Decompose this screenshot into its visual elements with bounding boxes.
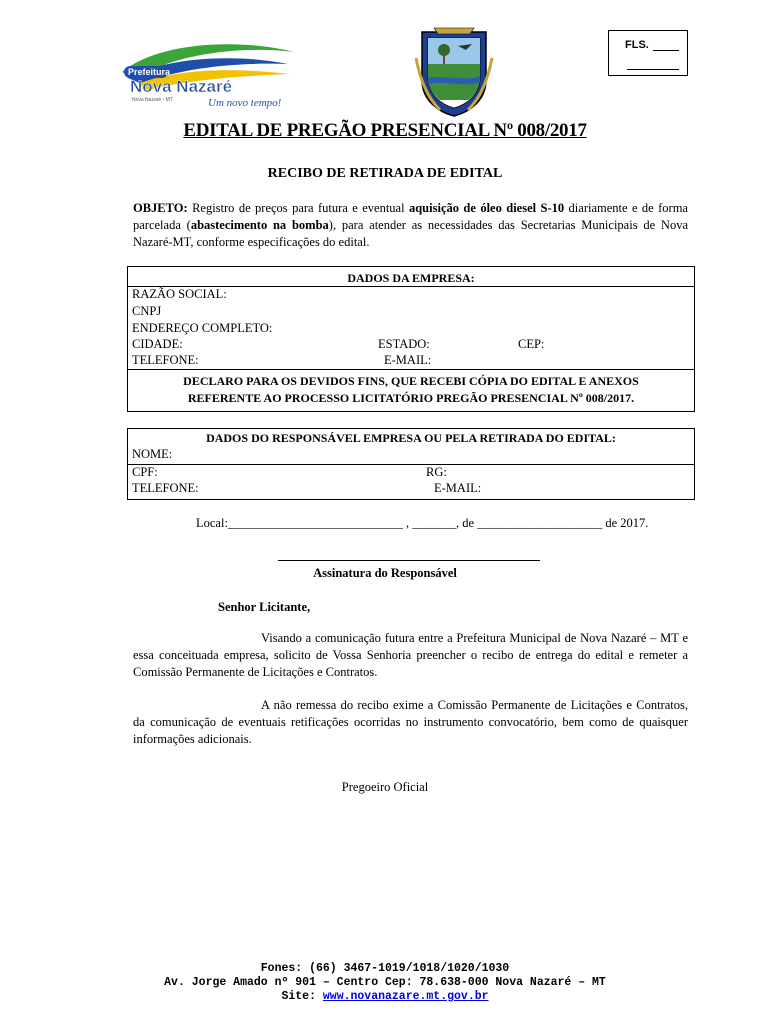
logo-large-text: Nova Nazaré [130, 77, 233, 96]
divider [128, 464, 694, 465]
objeto-text: diariamente e de forma parcelada ( [133, 201, 688, 232]
cnpj-field[interactable]: CNPJ [132, 304, 162, 318]
empresa-header: DADOS DA EMPRESA: [347, 271, 475, 285]
signature-caption: Assinatura do Responsável [313, 566, 457, 580]
paragraph-2: A não remessa do recibo exime a Comissão Permanente de Licitações e Contratos, da comunicação de eventuais retificações ocorridas no instrumento convocatório, bem como de quaisquer informações adicionais. [133, 698, 688, 746]
razao-social-field[interactable]: RAZÃO SOCIAL: [132, 287, 227, 301]
logo-slogan: Um novo tempo! [208, 97, 282, 109]
objeto-text: Registro de preços para futura e eventual [187, 201, 409, 215]
site-label: Site: [281, 990, 323, 1003]
signer-title: Pregoeiro Oficial [341, 780, 429, 794]
objeto-bold: abastecimento na bomba [190, 218, 329, 232]
estado-field[interactable]: ESTADO: [378, 337, 430, 351]
logo-small-text: Prefeitura [128, 67, 171, 77]
document-title: EDITAL DE PREGÃO PRESENCIAL Nº 008/2017 [183, 120, 587, 141]
fls-line [653, 50, 679, 51]
objeto-paragraph [133, 200, 688, 251]
footer [0, 962, 770, 1004]
footer-site [0, 990, 770, 1004]
signature-line [278, 560, 540, 561]
local-date-line[interactable]: Local:____________________________ , _______, de ____________________ de 2017. [196, 516, 649, 530]
document-subtitle: RECIBO DE RETIRADA DE EDITAL [267, 166, 503, 181]
salutation: Senhor Licitante, [218, 600, 311, 614]
objeto-text: ), para atender as necessidades das Secretarias Municipais de Nova Nazaré-MT, conforme especificações do edital. [133, 218, 688, 249]
responsavel-table [127, 428, 695, 500]
email-field[interactable]: E-MAIL: [384, 353, 432, 367]
fls-label: FLS. [625, 39, 649, 51]
endereco-field[interactable]: ENDEREÇO COMPLETO: [132, 321, 273, 335]
paragraph-1: Visando a comunicação futura entre a Prefeitura Municipal de Nova Nazaré – MT e essa conceituada empresa, solicito de Vossa Senhoria preencher o recibo de entrega do edital e remeter a Comissão Permanente de Licitações e Contratos. [133, 631, 688, 679]
site-link[interactable]: www.novanazare.mt.gov.br [322, 990, 489, 1003]
resp-telefone-field[interactable]: TELEFONE: [132, 481, 199, 495]
cidade-field[interactable]: CIDADE: [132, 337, 183, 351]
empresa-table [127, 266, 695, 412]
responsavel-header: DADOS DO RESPONSÁVEL EMPRESA OU PELA RETIRADA DO EDITAL: [206, 431, 616, 445]
footer-phones: Fones: (66) 3467-1019/1018/1020/1030 [260, 962, 510, 975]
municipal-crest [414, 18, 494, 118]
objeto-label: OBJETO: [133, 201, 188, 215]
cep-field[interactable]: CEP: [518, 337, 545, 351]
nome-field[interactable]: NOME: [132, 447, 173, 461]
declaracao-text [128, 373, 694, 407]
resp-email-field[interactable]: E-MAIL: [434, 481, 482, 495]
declaracao-line: DECLARO PARA OS DEVIDOS FINS, QUE RECEBI CÓPIA DO EDITAL E ANEXOS [183, 374, 639, 388]
footer-address: Av. Jorge Amado nº 901 – Centro Cep: 78.638-000 Nova Nazaré – MT [164, 976, 606, 989]
telefone-field[interactable]: TELEFONE: [132, 353, 199, 367]
logo-sub-text: Nova Nazaré - MT [132, 97, 173, 103]
fls-box [608, 30, 688, 76]
divider [128, 369, 694, 370]
declaracao-line: REFERENTE AO PROCESSO LICITATÓRIO PREGÃO PRESENCIAL Nº 008/2017. [187, 391, 635, 405]
prefeitura-logo [118, 38, 298, 110]
rg-field[interactable]: RG: [426, 465, 447, 479]
objeto-bold: aquisição de óleo diesel S-10 [408, 201, 565, 215]
fls-underline [627, 69, 679, 70]
cpf-field[interactable]: CPF: [132, 465, 158, 479]
